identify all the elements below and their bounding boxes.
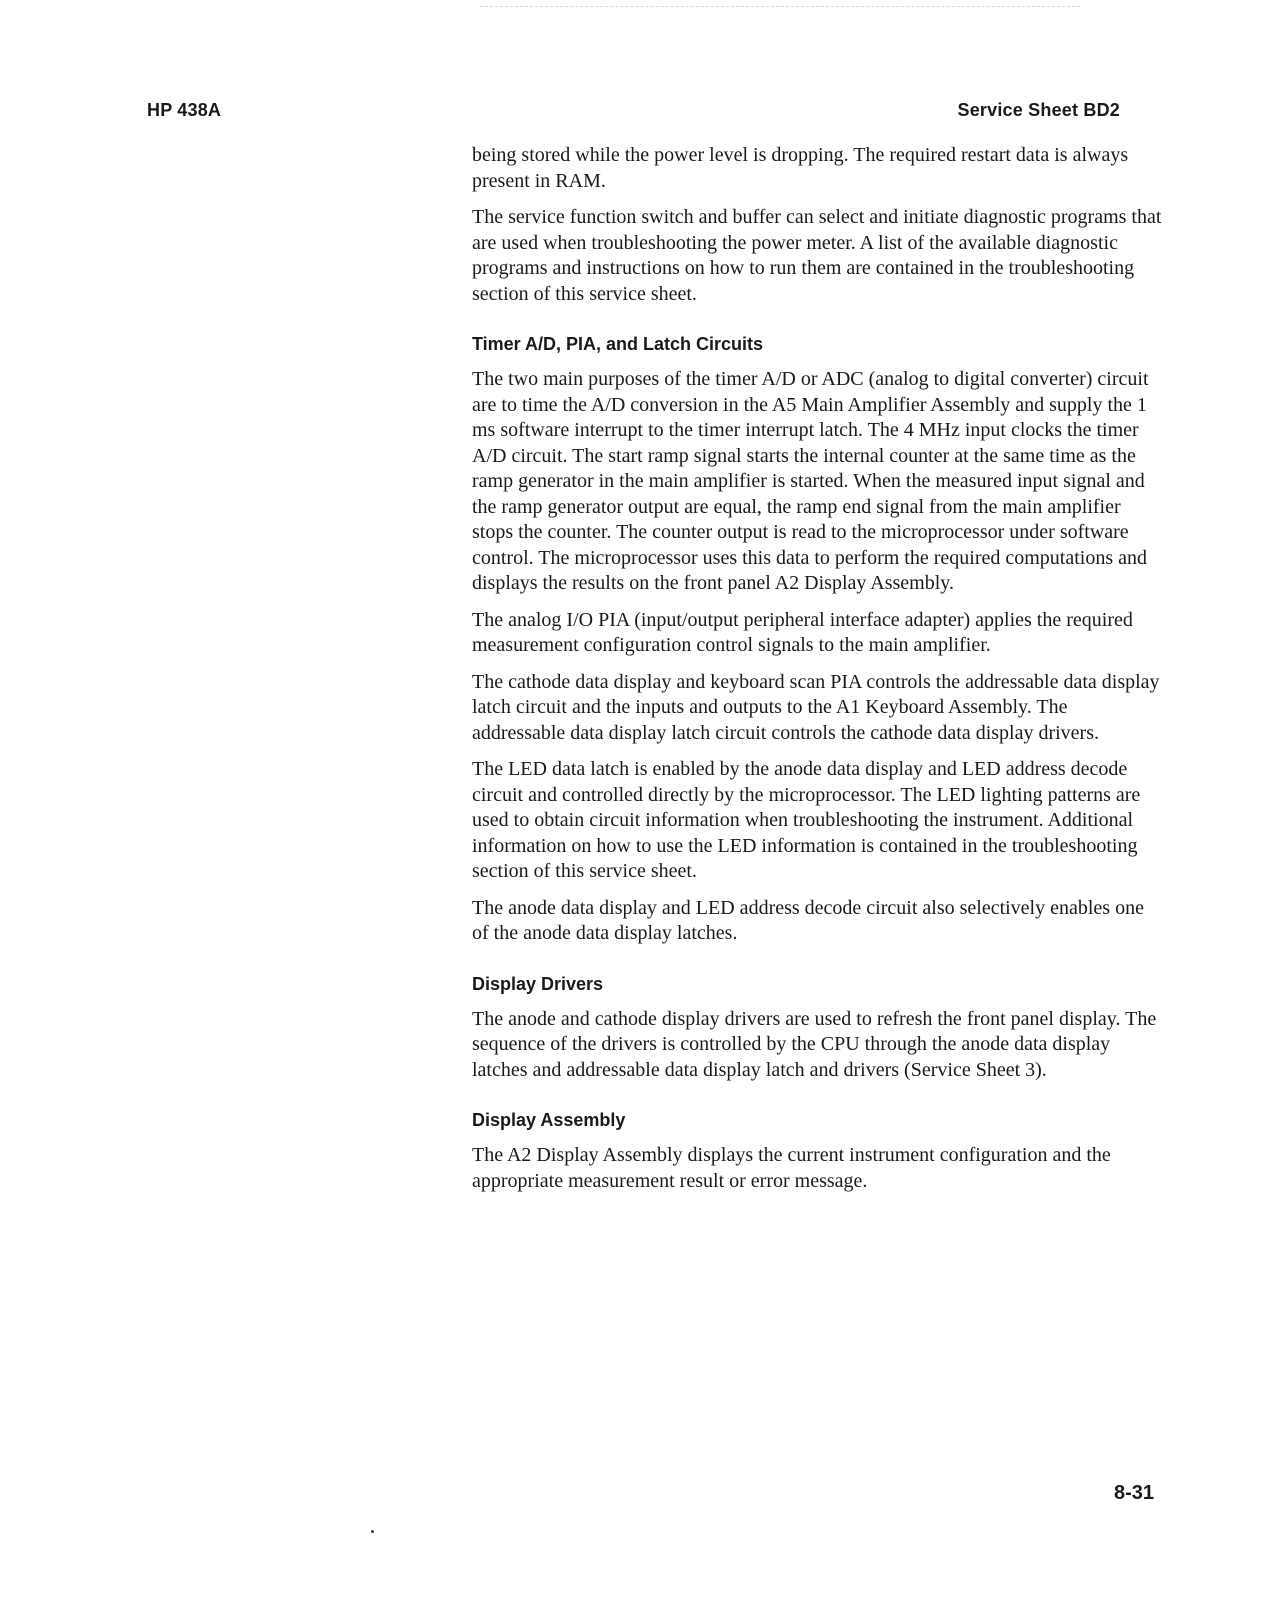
paragraph: being stored while the power level is dropping. The required restart data is always present in RAM. (472, 144, 1129, 192)
paragraph: The A2 Display Assembly displays the current instrument configuration and the appropriate measurement result or error message. (472, 1144, 1111, 1192)
paragraph: The two main purposes of the timer A/D or ADC (analog to digital converter) circuit are to time the A/D conversion in the A5 Main Amplifier Assembly and supply the 1 ms software interrupt to the timer interrupt latch. The 4 MHz input clocks the timer A/D circuit. The start ramp signal starts the internal counter at the same time as the ramp generator in the main amplifier is started. When the measured input signal and the ramp generator output are equal, the ramp end signal from the main amplifier stops the counter. The counter output is read to the microprocessor under software control. The microprocessor uses this data to perform the required computations and displays the results on the front panel A2 Display Assembly. (472, 368, 1149, 594)
header-model: HP 438A (147, 100, 222, 120)
paragraph: The anode and cathode display drivers are used to refresh the front panel display. The sequence of the drivers is controlled by the CPU through the anode data display latches and addressable data display latch and drivers (Service Sheet 3). (472, 1007, 1157, 1081)
scan-speck (371, 1530, 374, 1533)
page-number: 8-31 (1113, 1482, 1154, 1504)
paragraph: The cathode data display and keyboard scan PIA controls the addressable data display latch circuit and the inputs and outputs to the A1 Keyboard Assembly. The addressable data display latch circuit controls the cathode data display drivers. (472, 670, 1160, 744)
paragraph: The service function switch and buffer can select and initiate diagnostic programs that are used when troubleshooting the power meter. A list of the available diagnostic programs and instructions on how to run them are contained in the troubleshooting section of this service sheet. (472, 206, 1162, 305)
paragraph: The anode data display and LED address decode circuit also selectively enables one of the anode data display latches. (472, 896, 1144, 944)
paragraph: The analog I/O PIA (input/output peripheral interface adapter) applies the required measurement configuration control signals to the main amplifier. (472, 608, 1133, 656)
header-section: Service Sheet BD2 (957, 100, 1120, 120)
scan-artifact-line (480, 6, 1080, 17)
section-heading-timer: Timer A/D, PIA, and Latch Circuits (472, 334, 764, 354)
section-heading-display-drivers: Display Drivers (472, 973, 604, 994)
paragraph: The LED data latch is enabled by the anode data display and LED address decode circuit and controlled directly by the microprocessor. The LED lighting patterns are used to obtain circuit information when troubleshooting the instrument. Additional information on how to use the LED information is contained in the troubleshooting section of this service sheet. (472, 758, 1141, 882)
section-heading-display-assembly: Display Assembly (472, 1110, 626, 1130)
body-text (472, 143, 1162, 1205)
